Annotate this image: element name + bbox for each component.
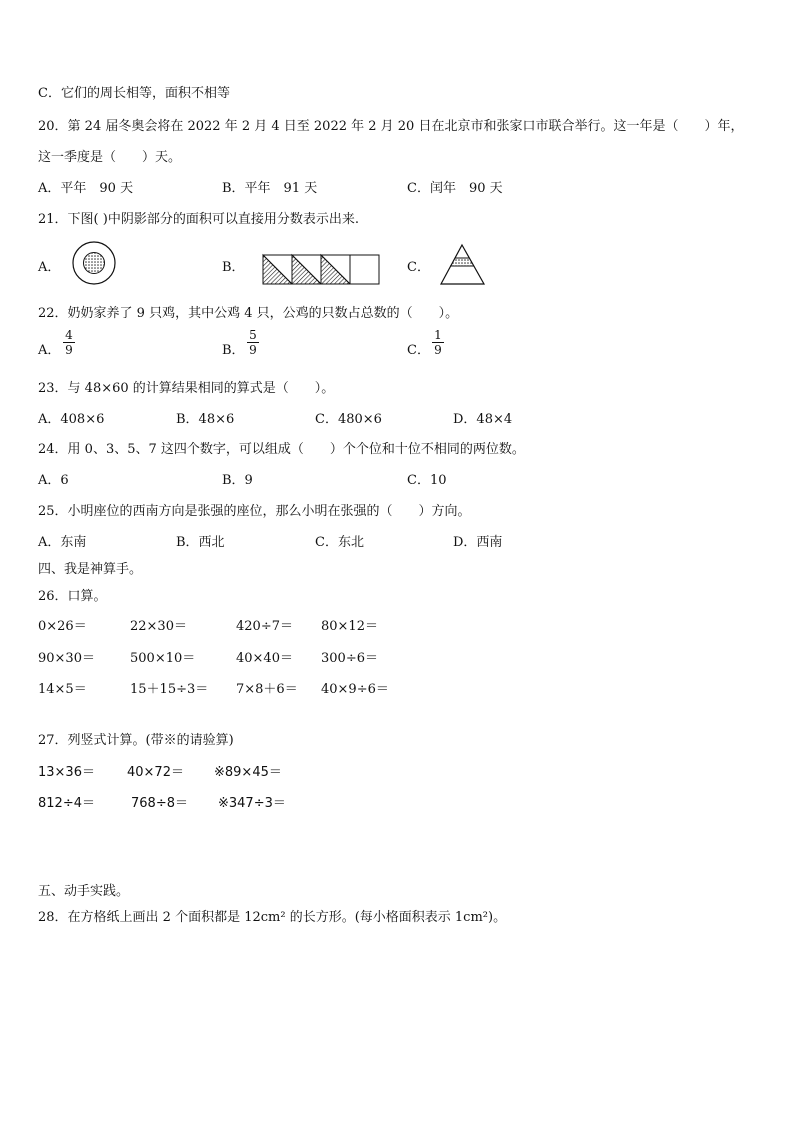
q24-option-c: C．10 xyxy=(407,473,447,488)
q26-r3c2: 15＋15÷3＝ xyxy=(130,682,209,697)
q25-text: 25．小明座位的西南方向是张强的座位，那么小明在张强的（ ）方向。 xyxy=(38,504,471,519)
q22-option-a-label: A． xyxy=(38,343,61,358)
q26-r2c2: 500×10＝ xyxy=(130,651,196,666)
q23-option-b: B．48×6 xyxy=(176,412,235,427)
q25-option-b: B．西北 xyxy=(176,535,225,550)
q22-option-c-label: C． xyxy=(407,343,430,358)
q23-option-d: D．48×4 xyxy=(453,412,513,427)
q22-option-a-fraction xyxy=(63,328,75,357)
q25-option-a: A．东南 xyxy=(38,535,87,550)
q26-text: 26．口算。 xyxy=(38,589,107,604)
q26-r2c4: 300÷6＝ xyxy=(321,651,378,666)
q27-r1c3: ※89×45＝ xyxy=(214,765,282,780)
ring-circle-figure xyxy=(70,240,120,286)
q21-text: 21．下图( )中阴影部分的面积可以直接用分数表示出来. xyxy=(38,212,359,227)
q26-r3c3: 7×8＋6＝ xyxy=(236,682,298,697)
q26-r3c4: 40×9÷6＝ xyxy=(321,682,389,697)
q22-option-c-fraction xyxy=(432,328,444,357)
q25-option-c: C．东北 xyxy=(315,535,364,550)
q20-text-line1: 20．第 24 届冬奥会将在 2022 年 2 月 4 日至 2022 年 2 月 20 日在北京市和张家口市联合举行。这一年是（ ）年， xyxy=(38,119,744,134)
q19-option-c: C．它们的周长相等，面积不相等 xyxy=(38,86,230,101)
q27-r2c2: 768÷8＝ xyxy=(131,796,188,811)
q26-r1c4: 80×12＝ xyxy=(321,619,378,634)
q27-r2c1: 812÷4＝ xyxy=(38,796,95,811)
q22-text: 22．奶奶家养了 9 只鸡，其中公鸡 4 只，公鸡的只数占总数的（ ）。 xyxy=(38,306,459,321)
q26-r1c2: 22×30＝ xyxy=(130,619,187,634)
q23-option-c: C．480×6 xyxy=(315,412,382,427)
fraction-numerator: 1 xyxy=(432,328,444,343)
q27-text: 27．列竖式计算。(带※的请验算) xyxy=(38,733,234,748)
q27-r2c3: ※347÷3＝ xyxy=(218,796,286,811)
section-5-heading: 五、动手实践。 xyxy=(38,884,130,899)
q27-r1c1: 13×36＝ xyxy=(38,765,95,780)
q22-option-b-label: B． xyxy=(222,343,245,358)
q22-option-b-fraction xyxy=(247,328,259,357)
q20-option-a: A．平年 90 天 xyxy=(38,181,134,196)
q24-option-b: B．9 xyxy=(222,473,253,488)
q27-r1c2: 40×72＝ xyxy=(127,765,184,780)
shaded-triangle-figure xyxy=(440,244,490,286)
q20-option-b: B．平年 91 天 xyxy=(222,181,318,196)
fraction-denominator: 9 xyxy=(434,343,442,357)
q20-text-line2: 这一季度是（ ）天。 xyxy=(38,150,182,165)
q26-r2c3: 40×40＝ xyxy=(236,651,293,666)
q21-label-b: B． xyxy=(222,260,245,275)
shaded-squares-figure xyxy=(262,254,384,286)
fraction-numerator: 5 xyxy=(247,328,259,343)
section-4-heading: 四、我是神算手。 xyxy=(38,562,143,577)
q25-option-d: D．西南 xyxy=(453,535,503,550)
q20-option-c: C．闰年 90 天 xyxy=(407,181,503,196)
q26-r3c1: 14×5＝ xyxy=(38,682,87,697)
fraction-denominator: 9 xyxy=(65,343,73,357)
q24-text: 24．用 0、3、5、7 这四个数字，可以组成（ ）个个位和十位不相同的两位数。 xyxy=(38,442,525,457)
q23-option-a: A．408×6 xyxy=(38,412,105,427)
q26-r2c1: 90×30＝ xyxy=(38,651,95,666)
q21-label-c: C． xyxy=(407,260,430,275)
q21-label-a: A． xyxy=(38,260,61,275)
fraction-denominator: 9 xyxy=(249,343,257,357)
q28-text: 28．在方格纸上画出 2 个面积都是 12cm² 的长方形。(每小格面积表示 1cm²)。 xyxy=(38,910,507,925)
q26-r1c3: 420÷7＝ xyxy=(236,619,293,634)
q24-option-a: A．6 xyxy=(38,473,69,488)
fraction-numerator: 4 xyxy=(63,328,75,343)
q23-text: 23．与 48×60 的计算结果相同的算式是（ ）。 xyxy=(38,381,335,396)
q26-r1c1: 0×26＝ xyxy=(38,619,87,634)
